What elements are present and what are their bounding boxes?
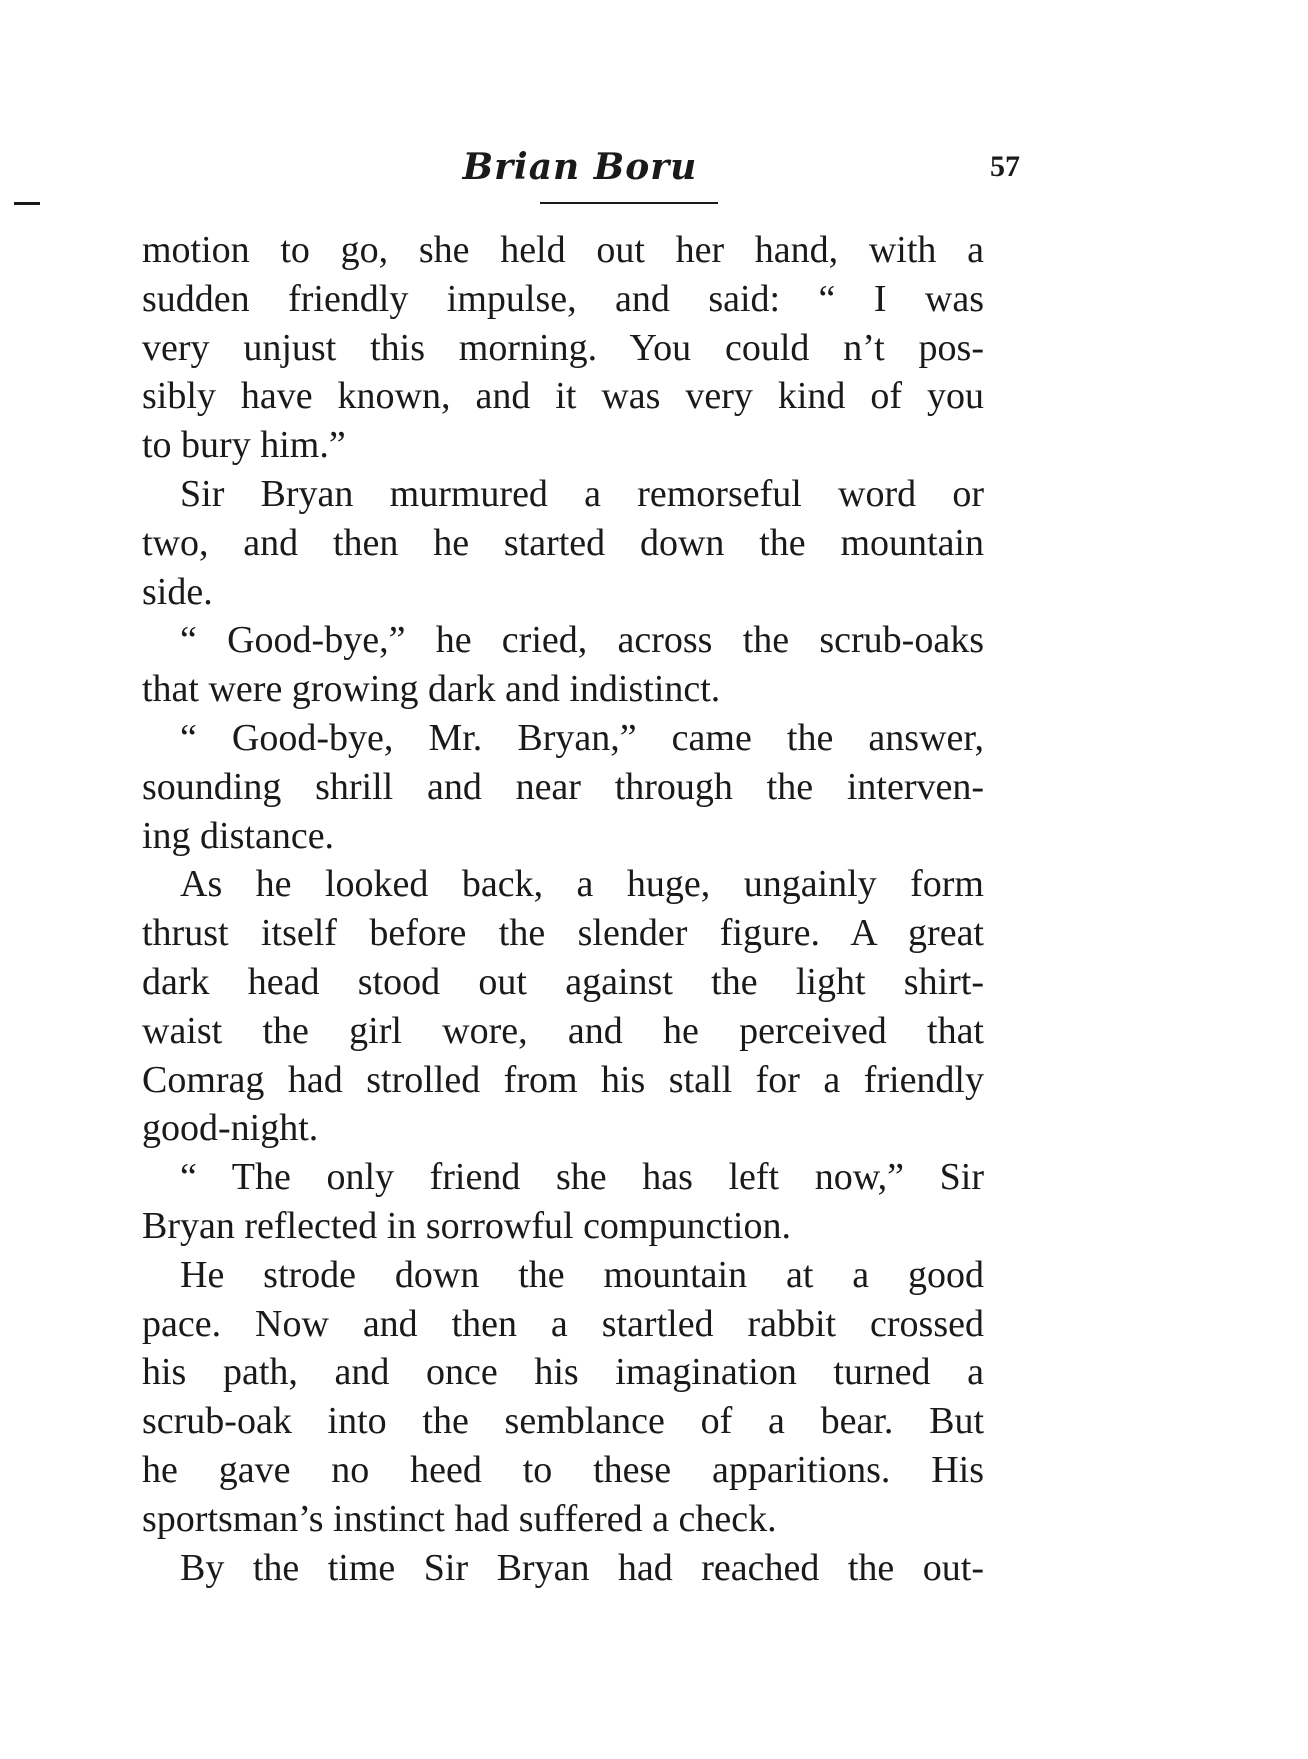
text-line: “ The only friend she has left now,” Sir	[180, 1156, 984, 1199]
text-line: dark head stood out against the light shirt-	[142, 960, 984, 1003]
text-line: By the time Sir Bryan had reached the out-	[180, 1546, 984, 1589]
running-title: Brian Boru	[462, 146, 698, 188]
title-rule	[540, 202, 718, 204]
text-line: that were growing dark and indistinct.	[142, 668, 721, 711]
text-line: two, and then he started down the mountain	[142, 521, 984, 564]
paragraph	[142, 860, 984, 1153]
text-line: Bryan reflected in sorrowful compunction.	[142, 1204, 791, 1247]
paragraph	[142, 1544, 984, 1593]
text-line: side.	[142, 570, 213, 613]
body-text	[142, 226, 984, 1592]
text-line: He strode down the mountain at a good	[180, 1253, 984, 1296]
text-line: As he looked back, a huge, ungainly form	[180, 863, 984, 906]
text-line: sibly have known, and it was very kind of you	[142, 375, 984, 418]
text-line: ing distance.	[142, 814, 335, 857]
text-line: waist the girl wore, and he perceived that	[142, 1009, 984, 1052]
paragraph	[142, 616, 984, 714]
paragraph	[142, 226, 984, 470]
text-line: sportsman’s instinct had suffered a check.	[142, 1497, 777, 1540]
text-line: motion to go, she held out her hand, with a	[142, 229, 984, 271]
text-line: sudden friendly impulse, and said: “ I was	[142, 277, 984, 320]
text-line: scrub-oak into the semblance of a bear. But	[142, 1400, 984, 1443]
text-line: Sir Bryan murmured a remorseful word or	[180, 472, 984, 515]
text-line: thrust itself before the slender figure. A great	[142, 912, 984, 955]
text-line: he gave no heed to these apparitions. His	[142, 1448, 984, 1491]
text-line: good-night.	[142, 1107, 319, 1150]
text-line: to bury him.”	[142, 424, 346, 467]
paragraph	[142, 714, 984, 860]
paragraph	[142, 470, 984, 616]
text-line: pace. Now and then a startled rabbit crossed	[142, 1302, 984, 1345]
text-line: Comrag had strolled from his stall for a friendly	[142, 1058, 984, 1101]
paragraph	[142, 1251, 984, 1544]
text-line: sounding shrill and near through the interven-	[142, 765, 984, 808]
running-head	[140, 146, 1020, 196]
margin-mark	[14, 202, 40, 205]
text-line: his path, and once his imagination turned a	[142, 1351, 984, 1394]
text-line: “ Good-bye, Mr. Bryan,” came the answer,	[180, 716, 984, 759]
page-number: 57	[990, 150, 1020, 183]
text-line: very unjust this morning. You could n’t pos-	[142, 326, 984, 369]
paragraph	[142, 1153, 984, 1251]
text-line: “ Good-bye,” he cried, across the scrub-oaks	[180, 619, 984, 662]
